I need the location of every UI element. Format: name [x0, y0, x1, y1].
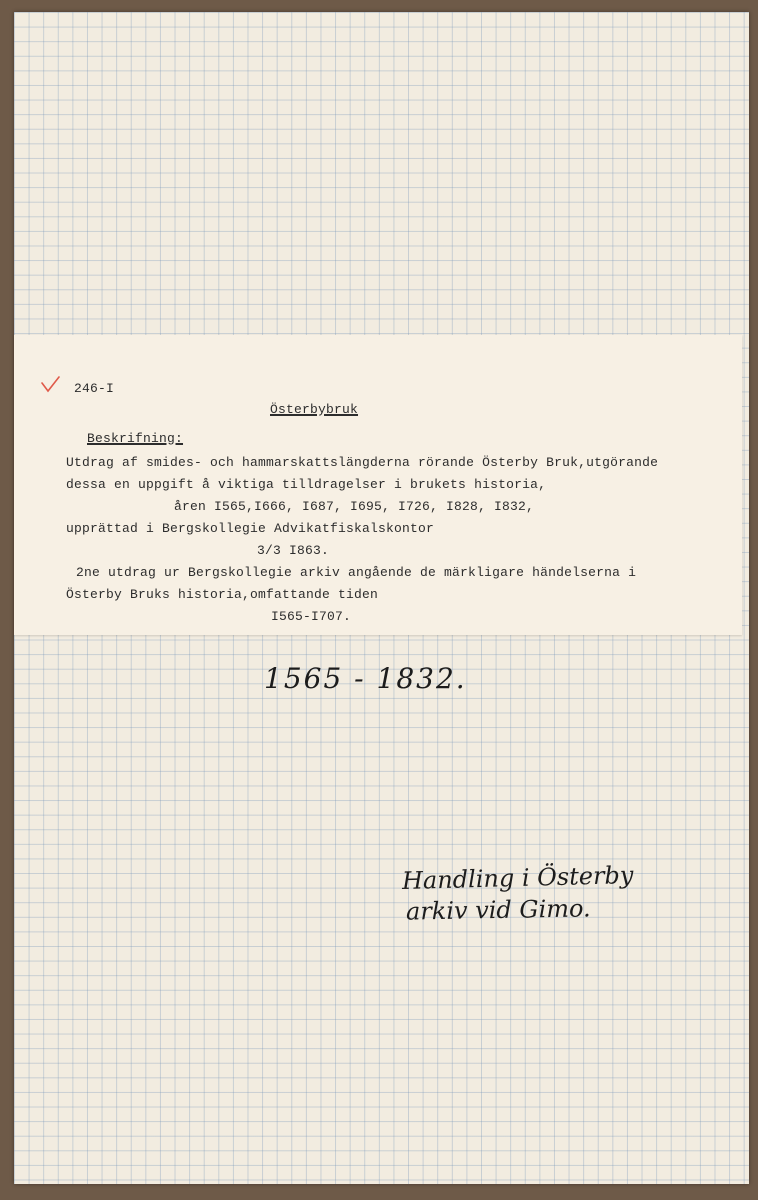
- description-line: dessa en uppgift å viktiga tilldragelser i brukets historia,: [66, 477, 547, 492]
- handwritten-note-line: Handling i Österby: [401, 860, 634, 896]
- description-line: Utdrag af smides- och hammarskattslängderna rörande Österby Bruk,utgörande: [66, 455, 659, 470]
- checkmark-icon: [40, 375, 62, 395]
- description-line: Österby Bruks historia,omfattande tiden: [66, 587, 379, 602]
- document-title: Österbybruk: [270, 402, 359, 417]
- handwritten-note-line: arkiv vid Gimo.: [405, 894, 591, 926]
- typed-slip: [14, 335, 742, 635]
- reference-number: 246-I: [74, 381, 115, 396]
- description-heading: Beskrifning:: [87, 431, 184, 446]
- description-line: I565-I707.: [271, 609, 352, 624]
- description-line: åren I565,I666, I687, I695, I726, I828, I832,: [174, 499, 535, 514]
- handwritten-date-range: 1565 - 1832.: [264, 662, 467, 695]
- description-line: upprättad i Bergskollegie Advikatfiskalskontor: [66, 521, 435, 536]
- description-line: 3/3 I863.: [257, 543, 330, 558]
- document-sheet: [14, 12, 749, 1184]
- description-line: 2ne utdrag ur Bergskollegie arkiv angående de märkligare händelserna i: [76, 565, 637, 580]
